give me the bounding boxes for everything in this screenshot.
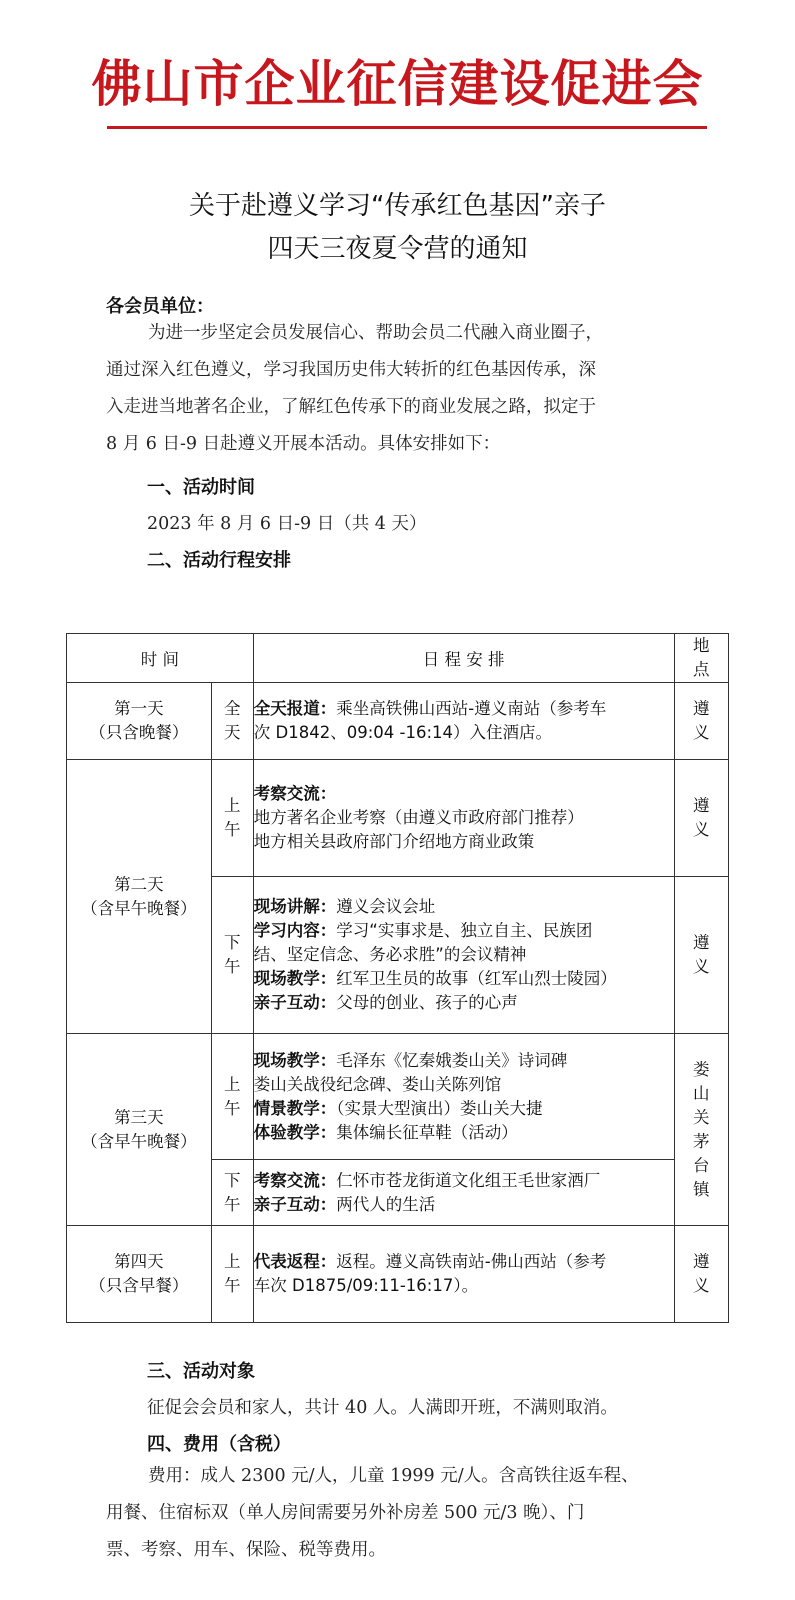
- day4-schedule: 代表返程：返程。遵义高铁南站-佛山西站（参考 车次 D1875/09:11-16:17）。: [253, 1226, 674, 1323]
- section-3-text: 征促会会员和家人，共计 40 人。人满即开班，不满则取消。: [147, 1398, 618, 1418]
- section-3-heading: 三、活动对象: [147, 1361, 255, 1382]
- intro-line: 为进一步坚定会员发展信心、帮助会员二代融入商业圈子，: [148, 323, 603, 343]
- day3-label: 第三天 （含早午晚餐）: [67, 1034, 212, 1226]
- day2-morning: 上 午: [211, 760, 253, 877]
- schedule-table: [66, 633, 729, 1323]
- day2-afternoon: 下 午: [211, 877, 253, 1034]
- day3-morning-schedule: 现场教学：毛泽东《忆秦娥娄山关》诗词碑 娄山关战役纪念碑、娄山关陈列馆 情景教学：（实景大型演出）娄山关大捷 体验教学：集体编长征草鞋（活动）: [253, 1034, 674, 1160]
- day2-afternoon-place: 遵 义: [674, 877, 728, 1034]
- day1-label: 第一天 （只含晚餐）: [67, 683, 212, 760]
- intro-line: 8 月 6 日-9 日赴遵义开展本活动。具体安排如下：: [106, 434, 501, 454]
- intro-paragraph: [106, 315, 698, 463]
- table-row-day1: [67, 683, 729, 760]
- day2-afternoon-schedule: 现场讲解：遵义会议会址 学习内容：学习“实事求是、独立自主、民族团 结、坚定信念、务必求胜”的会议精神 现场教学：红军卫生员的故事（红军山烈士陵园） 亲子互动：父母的创业、孩子的心声: [253, 877, 674, 1034]
- fee-line: 用餐、住宿标双（单人房间需要另外补房差 500 元/3 晚）、门: [106, 1503, 585, 1523]
- day3-afternoon: 下 午: [211, 1160, 253, 1226]
- salutation: 各会员单位：: [106, 296, 214, 317]
- section-1-heading: 一、活动时间: [147, 477, 255, 498]
- day4-period: 上 午: [211, 1226, 253, 1323]
- section-1-text: 2023 年 8 月 6 日-9 日（共 4 天）: [147, 514, 427, 534]
- section-4-heading: 四、费用（含税）: [147, 1434, 291, 1455]
- day3-place: 娄 山 关 茅 台 镇: [674, 1034, 728, 1226]
- table-row-day3-am: [67, 1034, 729, 1160]
- day2-label: 第二天 （含早午晚餐）: [67, 760, 212, 1034]
- header-schedule: 日 程 安 排: [253, 634, 674, 683]
- intro-line: 入走进当地著名企业，了解红色传承下的商业发展之路，拟定于: [106, 397, 596, 417]
- header-divider: [107, 126, 707, 129]
- day1-period: 全 天: [211, 683, 253, 760]
- notice-title-line-1: 关于赴遵义学习“传承红色基因”亲子: [189, 191, 606, 221]
- section-2-heading: 二、活动行程安排: [147, 550, 291, 571]
- day2-morning-place: 遵 义: [674, 760, 728, 877]
- day2-morning-schedule: 考察交流： 地方著名企业考察（由遵义市政府部门推荐） 地方相关县政府部门介绍地方商业政策: [253, 760, 674, 877]
- header-time: 时 间: [67, 634, 254, 683]
- day1-place: 遵 义: [674, 683, 728, 760]
- fee-line: 费用：成人 2300 元/人，儿童 1999 元/人。含高铁往返车程、: [148, 1466, 639, 1486]
- fee-line: 票、考察、用车、保险、税等费用。: [106, 1540, 386, 1560]
- day1-schedule: 全天报道：乘坐高铁佛山西站-遵义南站（参考车 次 D1842、09:04 -16:14）入住酒店。: [253, 683, 674, 760]
- header-place: 地 点: [674, 634, 728, 683]
- intro-line: 通过深入红色遵义，学习我国历史伟大转折的红色基因传承，深: [106, 360, 596, 380]
- day3-morning: 上 午: [211, 1034, 253, 1160]
- table-row-day2-am: [67, 760, 729, 877]
- day3-afternoon-schedule: 考察交流：仁怀市苍龙街道文化组王毛世家酒厂 亲子互动：两代人的生活: [253, 1160, 674, 1226]
- organization-name: 佛山市企业征信建设促进会: [91, 54, 704, 113]
- day4-place: 遵 义: [674, 1226, 728, 1323]
- table-row-day4: [67, 1226, 729, 1323]
- fee-paragraph: [106, 1458, 698, 1569]
- day4-label: 第四天 （只含早餐）: [67, 1226, 212, 1323]
- notice-title-line-2: 四天三夜夏令营的通知: [267, 234, 528, 264]
- table-header-row: [67, 634, 729, 683]
